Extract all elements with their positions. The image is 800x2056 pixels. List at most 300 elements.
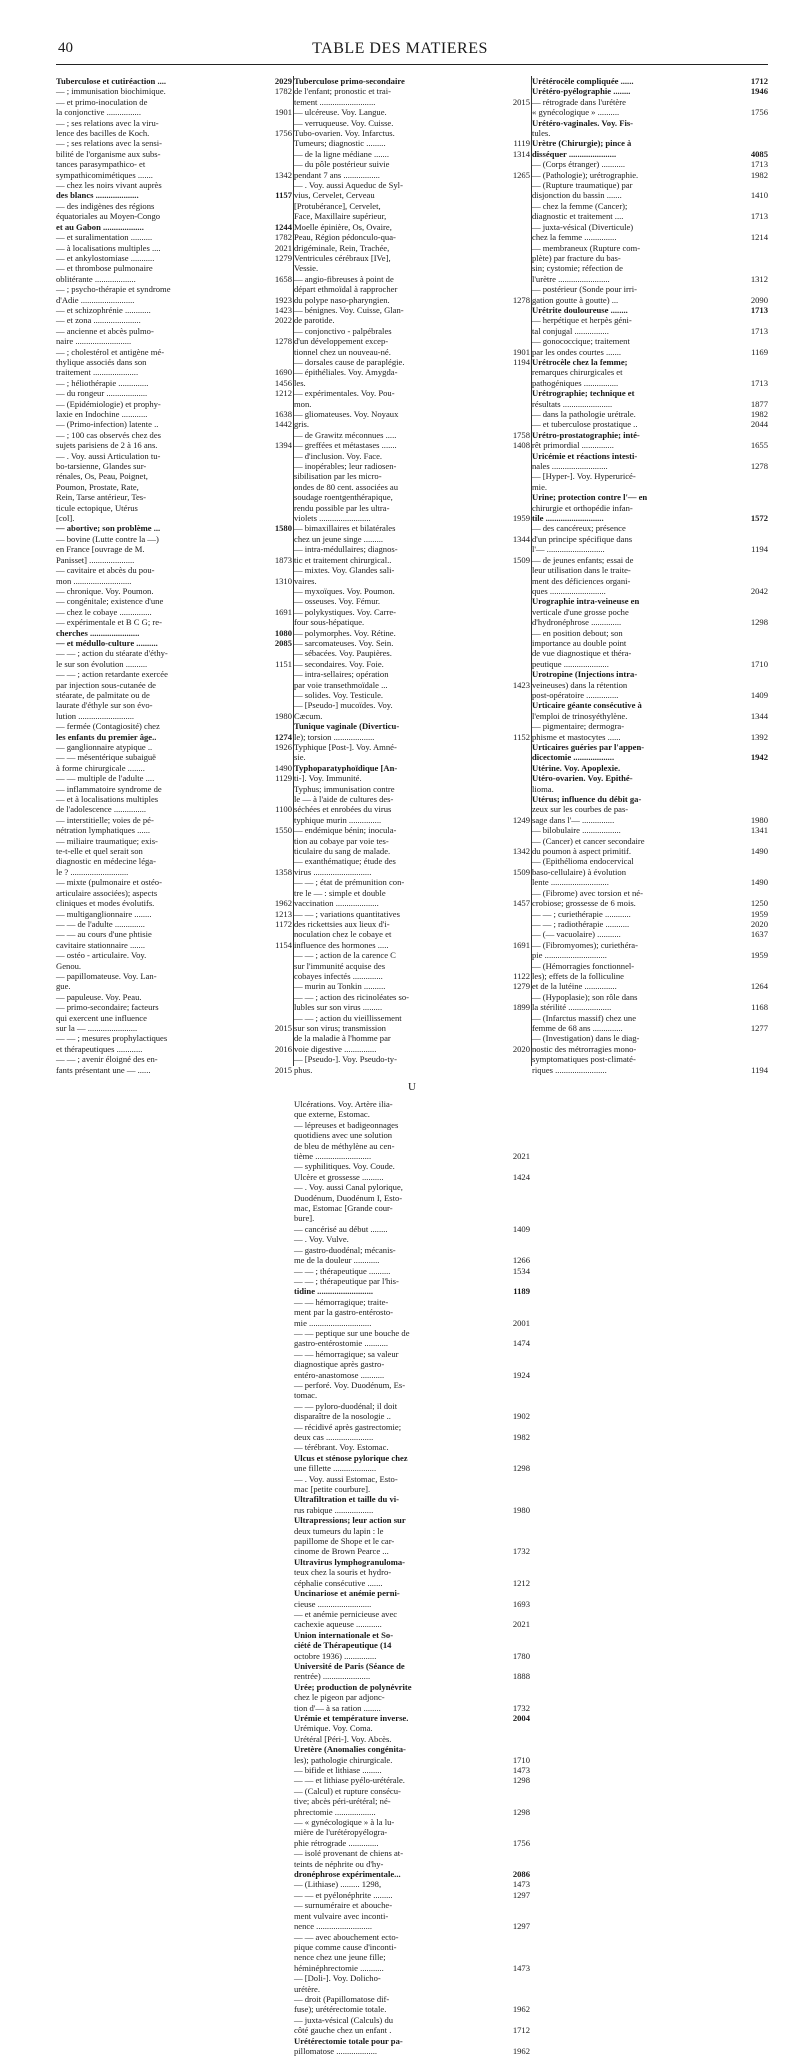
entry-text: — ; cholestérol et antigène mé-: [56, 346, 165, 357]
entry-text: Ulcus et sténose pylorique chez: [294, 1452, 408, 1463]
entry-text: ciété de Thérapeutique (14: [294, 1640, 392, 1651]
index-entry: [294, 201, 530, 211]
entry-text: sur l'immunité acquise des: [294, 960, 386, 971]
entry-page-number: 1691: [274, 606, 292, 617]
entry-text: Utérine. Voy. Apoplexie.: [532, 762, 621, 773]
index-entry: [294, 523, 530, 533]
entry-text: dronéphrose expérimentale...: [294, 1869, 401, 1880]
entry-text: — greffées et métastases .......: [294, 440, 397, 451]
entry-page-number: 2090: [750, 294, 768, 305]
index-entry: [532, 680, 768, 690]
index-entry: [294, 1827, 530, 1837]
entry-text: — sarcomateuses. Voy. Sein.: [294, 637, 394, 648]
index-entry: [294, 357, 530, 367]
index-entry: [532, 1044, 768, 1054]
entry-page-number: 2021: [512, 1619, 530, 1630]
index-entry: [294, 1692, 530, 1702]
entry-text: cachexie aqueuse ............: [294, 1619, 382, 1630]
index-entry: [294, 503, 530, 513]
entry-text: — et schizophrénie ............: [56, 304, 151, 315]
entry-page-number: 1962: [274, 898, 292, 909]
index-entry: [56, 971, 292, 981]
entry-text: voie digestive ...............: [294, 1043, 377, 1054]
index-entry: [294, 1984, 530, 1994]
entry-text: — — ; action du vieillissement: [294, 1012, 402, 1023]
index-entry: [56, 274, 292, 284]
entry-page-number: 1712: [750, 76, 768, 86]
index-entry: [294, 1921, 530, 1931]
entry-page-number: 1710: [750, 658, 768, 669]
index-entry: [294, 752, 530, 762]
entry-text: — — ; action des ricinoléates so-: [294, 991, 410, 1002]
index-entry: [56, 347, 292, 357]
index-entry: [56, 263, 292, 273]
entry-page-number: 2020: [750, 918, 768, 929]
index-entry: [532, 576, 768, 586]
entry-text: — (Hypoplasie); son rôle dans: [532, 991, 638, 1002]
entry-page-number: 1274: [274, 731, 292, 742]
entry-text: disparaître de la nosologie ..: [294, 1411, 391, 1422]
entry-text: — chez la femme (Cancer);: [532, 200, 628, 211]
entry-text: quotidiens avec une solution: [294, 1130, 393, 1141]
entry-text: — des indigènes des régions: [56, 200, 155, 211]
entry-page-number: 1442: [274, 419, 292, 430]
entry-text: ment des déficiences organi-: [532, 575, 631, 586]
entry-page-number: 1473: [512, 1765, 530, 1775]
entry-page-number: 1490: [750, 846, 768, 857]
entry-page-number: 1264: [750, 981, 768, 992]
entry-page-number: 1962: [512, 2045, 530, 2056]
entry-page-number: 1152: [513, 731, 530, 742]
index-entry: [532, 409, 768, 419]
entry-page-number: 1758: [512, 429, 530, 440]
index-entry: [294, 190, 530, 200]
index-entry: [532, 97, 768, 107]
entry-page-number: 1982: [750, 409, 768, 419]
index-entry: [294, 856, 530, 866]
entry-text: — — et lithiase pyélo-urétérale.: [294, 1775, 405, 1786]
entry-text: phie rétrograde ..............: [294, 1837, 379, 1848]
index-entry: [294, 1328, 530, 1338]
entry-text: tre le — : simple et double: [294, 887, 386, 898]
entry-text: — membraneux (Rupture com-: [532, 242, 641, 253]
entry-text: femme de 68 ans ..............: [532, 1022, 623, 1033]
entry-text: mac [petite courbure].: [294, 1484, 371, 1495]
index-entry: [56, 159, 292, 169]
entry-page-number: 2086: [512, 1869, 530, 1880]
entry-page-number: 1902: [512, 1411, 530, 1422]
entry-text: nostic des métrorragies mono-: [532, 1043, 637, 1054]
entry-text: d'hydronéphrose ..............: [532, 617, 622, 628]
entry-text: — et médullo-culture ..........: [56, 637, 158, 648]
entry-text: gastro-entérostomie ...........: [294, 1338, 389, 1349]
entry-text: post-opératoire ...............: [532, 689, 619, 700]
entry-text: des blancs ....................: [56, 190, 139, 201]
index-entry: [294, 399, 530, 409]
entry-text: nence chez une jeune fille;: [294, 1952, 386, 1963]
entry-page-number: 1980: [750, 814, 768, 825]
entry-text: articulaire associées); aspects: [56, 887, 158, 898]
entry-text: — — peptique sur une bouche de: [294, 1327, 410, 1338]
entry-text: — — de l'adulte ..............: [56, 918, 145, 929]
index-entry: [56, 732, 292, 742]
entry-text: Face, Maxillaire supérieur,: [294, 211, 387, 222]
entry-text: — — multiple de l'adulte ....: [56, 773, 155, 784]
entry-text: mon.: [294, 398, 312, 409]
entry-text: gue.: [56, 981, 71, 992]
index-entry: [294, 804, 530, 814]
entry-text: Uretère (Anomalies congénita-: [294, 1744, 406, 1755]
entry-text: — — ; action de la carence C: [294, 950, 396, 961]
entry-text: — dans la pathologie urétrale.: [532, 409, 636, 419]
entry-text: — des cancéreux; présence: [532, 523, 626, 534]
index-entry: [294, 97, 530, 107]
index-entry: [56, 690, 292, 700]
entry-text: — angio-fibreuses à point de: [294, 273, 394, 284]
entry-text: traitement .....................: [56, 367, 139, 378]
index-entry: [294, 981, 530, 991]
entry-text: drigéminale, Rein, Trachée,: [294, 242, 390, 253]
entry-text: tic et traitement chirurgical..: [294, 554, 392, 565]
index-entry: [294, 1505, 530, 1515]
index-entry: [532, 211, 768, 221]
index-entry: [294, 1879, 530, 1889]
index-entry: [532, 773, 768, 783]
index-entry: [294, 1380, 530, 1390]
index-entry: [294, 2025, 530, 2035]
entry-text: équatoriales au Moyen-Congo: [56, 211, 161, 222]
index-entry: [294, 1817, 530, 1827]
entry-text: — gliomateuses. Voy. Noyaux: [294, 409, 399, 419]
index-entry: [56, 586, 292, 596]
entry-page-number: 1266: [512, 1255, 530, 1266]
index-entry: [532, 992, 768, 1002]
entry-text: Rein, Tarse antérieur, Tes-: [56, 492, 147, 503]
entry-page-number: 1279: [512, 981, 530, 992]
entry-text: — (Infarctus massif) chez une: [532, 1012, 637, 1023]
entry-page-number: 1980: [512, 1504, 530, 1515]
entry-text: deux cas ......................: [294, 1432, 374, 1442]
entry-text: — isolé provenant de chiens at-: [294, 1848, 404, 1859]
index-entry: [294, 315, 530, 325]
entry-text: — du rongeur ...................: [56, 388, 148, 399]
entry-text: — primo-secondaire; facteurs: [56, 1002, 159, 1013]
entry-text: mon ...........................: [56, 575, 132, 586]
entry-page-number: 1756: [750, 107, 768, 118]
index-entry: [294, 690, 530, 700]
index-entry: [56, 97, 292, 107]
entry-text: — — hémorragique; traite-: [294, 1296, 389, 1307]
index-entry: [56, 253, 292, 263]
index-entry: [294, 1013, 530, 1023]
entry-text: — (Corps étranger) ...........: [532, 159, 626, 170]
entry-text: Urétrographie; technique et: [532, 388, 635, 399]
index-entry: [294, 1033, 530, 1043]
entry-text: — récidivé après gastrectomie;: [294, 1421, 402, 1432]
entry-text: — (Fibrome) avec torsion et né-: [532, 887, 643, 898]
index-entry: [532, 971, 768, 981]
index-entry: [532, 347, 768, 357]
index-entry: [532, 190, 768, 200]
index-entry: [294, 1578, 530, 1588]
index-entry: [56, 534, 292, 544]
entry-page-number: 1409: [512, 1223, 530, 1234]
entry-text: et au Gabon ...................: [56, 221, 144, 232]
index-entry: [294, 1141, 530, 1151]
entry-text: — (Pathologie); urétrographie.: [532, 169, 639, 180]
index-entry: [294, 1307, 530, 1317]
index-entry: [294, 1661, 530, 1671]
index-columns: [56, 76, 768, 2056]
entry-text: sibilisation par les micro-: [294, 471, 382, 482]
index-entry: [294, 659, 530, 669]
entry-page-number: 4085: [750, 148, 768, 159]
index-entry: [532, 784, 768, 794]
entry-page-number: 1690: [274, 367, 292, 378]
entry-text: l'urètre ........................: [532, 273, 610, 284]
entry-text: influence des hormones .....: [294, 939, 389, 950]
index-entry: [294, 815, 530, 825]
index-entry: [532, 180, 768, 190]
index-entry: [294, 867, 530, 877]
entry-page-number: 1490: [274, 762, 292, 773]
entry-text: l'emploi de trinosyéthylène.: [532, 710, 628, 721]
entry-text: tances parasympathico- et: [56, 159, 146, 170]
entry-text: Urticaire géante consécutive à: [532, 700, 642, 711]
entry-page-number: 1212: [512, 1577, 530, 1588]
entry-text: — épithéliales. Voy. Amygda-: [294, 367, 398, 378]
entry-text: — et tuberculose prostatique ..: [532, 419, 638, 430]
entry-text: d'un développement excep-: [294, 336, 389, 347]
index-entry: [294, 86, 530, 96]
entry-text: Vessie.: [294, 263, 319, 274]
entry-page-number: 1277: [750, 1022, 768, 1033]
entry-text: — lépreuses et badigeonnages: [294, 1119, 399, 1130]
entry-text: tile ...........................: [532, 513, 604, 524]
entry-text: te-t-elle et quel serait son: [56, 846, 143, 857]
entry-text: tidine ..........................: [294, 1286, 374, 1297]
index-entry: [532, 555, 768, 565]
index-entry: [532, 440, 768, 450]
index-entry: [532, 700, 768, 710]
entry-text: du polype naso-pharyngien.: [294, 294, 390, 305]
section-letter: U: [408, 1081, 416, 1093]
entry-text: symptomatiques post-climaté-: [532, 1054, 636, 1065]
index-entry: [294, 1224, 530, 1234]
entry-text: rêt primordial ...............: [532, 440, 614, 451]
entry-page-number: 1959: [750, 908, 768, 919]
index-entry: [294, 1609, 530, 1619]
index-entry: [294, 1023, 530, 1033]
entry-page-number: 1877: [750, 398, 768, 409]
index-entry: [294, 492, 530, 502]
entry-text: four sous-hépatique.: [294, 617, 365, 628]
index-entry: [56, 888, 292, 898]
entry-page-number: 1394: [274, 440, 292, 451]
entry-text: le — à l'aide de cultures des-: [294, 794, 394, 805]
entry-page-number: 2022: [274, 315, 292, 326]
entry-page-number: 1392: [750, 731, 768, 742]
entry-text: Urine; protection contre l'— en: [532, 492, 648, 503]
index-entry: [56, 461, 292, 471]
entry-text: — . Voy. aussi Articulation tu-: [56, 450, 161, 461]
index-entry: [294, 950, 530, 960]
index-entry: [294, 1109, 530, 1119]
index-entry: [56, 659, 292, 669]
index-entry: [294, 784, 530, 794]
index-entry: [532, 659, 768, 669]
index-entry: [532, 950, 768, 960]
index-entry: [56, 815, 292, 825]
entry-text: le); torsion ...................: [294, 731, 375, 742]
entry-text: — ; 100 cas observés chez des: [56, 429, 162, 440]
index-entry: [56, 1023, 292, 1033]
entry-text: — — au cours d'une phtisie: [56, 929, 152, 940]
entry-text: Urticaires guéries par l'appen-: [532, 742, 645, 752]
index-entry: [294, 367, 530, 377]
entry-text: ment vulvaire avec inconti-: [294, 1910, 389, 1921]
index-column-1: [56, 76, 292, 1075]
index-entry: [56, 825, 292, 835]
entry-text: Urémie et température inverse.: [294, 1712, 409, 1723]
index-entry: [56, 149, 292, 159]
entry-page-number: 2015: [512, 96, 530, 107]
entry-text: — miliaire traumatique; exis-: [56, 835, 158, 846]
entry-text: pie .............................: [532, 950, 607, 961]
index-entry: [56, 669, 292, 679]
index-entry: [294, 617, 530, 627]
index-entry: [294, 565, 530, 575]
entry-page-number: 1473: [512, 1879, 530, 1890]
entry-page-number: 1959: [750, 950, 768, 961]
entry-text: disséquer ......................: [532, 148, 617, 159]
entry-text: — intra-médullaires; diagnos-: [294, 544, 398, 555]
entry-page-number: 1314: [512, 148, 530, 159]
entry-text: — murin au Tonkin ..........: [294, 981, 386, 992]
entry-page-number: 1713: [750, 377, 768, 388]
entry-text: tive; abcès péri-urétéral; né-: [294, 1796, 391, 1807]
index-entry: [532, 607, 768, 617]
entry-text: — — et pyélonéphrite .........: [294, 1889, 393, 1900]
entry-page-number: 1982: [750, 169, 768, 180]
entry-text: laxie en Indochine ............: [56, 409, 148, 419]
entry-text: — [Pseudo-]. Voy. Pseudo-ty-: [294, 1054, 397, 1065]
entry-text: — mixte (pulmonaire et ostéo-: [56, 877, 162, 888]
index-entry: [56, 243, 292, 253]
index-entry: [294, 232, 530, 242]
entry-text: vius, Cervelet, Cerveau: [294, 190, 375, 201]
index-entry: [294, 1370, 530, 1380]
entry-text: — droit (Papillomatose dif-: [294, 1993, 390, 2004]
index-entry: [294, 2015, 530, 2025]
index-entry: [532, 503, 768, 513]
entry-text: — polykystiques. Voy. Carre-: [294, 606, 397, 617]
entry-text: urétère.: [294, 1983, 320, 1994]
entry-text: soudage roentgenthérapique,: [294, 492, 393, 503]
entry-text: Urétrocèle chez la femme;: [532, 356, 628, 367]
entry-text: — bénignes. Voy. Cuisse, Glan-: [294, 304, 404, 315]
entry-text: héminéphrectomie ...........: [294, 1962, 384, 1973]
entry-text: — chez les noirs vivant auprès: [56, 180, 162, 191]
entry-text: — (Rupture traumatique) par: [532, 180, 633, 191]
entry-text: Tuberculose primo-secondaire: [294, 76, 405, 86]
entry-page-number: 1342: [512, 846, 530, 857]
index-entry: [56, 1033, 292, 1043]
index-entry: [294, 1065, 530, 1075]
index-entry: [294, 1671, 530, 1681]
index-entry: [294, 76, 530, 86]
index-entry: [294, 274, 530, 284]
entry-page-number: 2004: [512, 1712, 530, 1723]
entry-text: [col].: [56, 513, 75, 524]
index-entry: [532, 86, 768, 96]
entry-text: — et suralimentation ..........: [56, 232, 153, 243]
entry-text: tième ..........................: [294, 1151, 372, 1162]
index-entry: [56, 929, 292, 939]
index-entry: [56, 617, 292, 627]
index-entry: [56, 773, 292, 783]
entry-page-number: 1962: [512, 2004, 530, 2015]
index-entry: [294, 1484, 530, 1494]
entry-page-number: 2020: [512, 1043, 530, 1054]
entry-text: — ganglionnaire atypique ..: [56, 742, 153, 752]
index-entry: [294, 1859, 530, 1869]
entry-page-number: 1457: [512, 898, 530, 909]
index-entry: [294, 929, 530, 939]
index-entry: [56, 503, 292, 513]
index-entry: [294, 2046, 530, 2056]
entry-text: peutique .....................: [532, 658, 609, 669]
index-column-2-bottom: [294, 1099, 530, 2056]
entry-text: Urée; production de polynévrite: [294, 1681, 412, 1692]
entry-text: qui exercent une influence: [56, 1012, 147, 1023]
index-entry: [532, 763, 768, 773]
entry-page-number: 1756: [274, 128, 292, 139]
index-entry: [294, 596, 530, 606]
index-entry: [532, 471, 768, 481]
entry-text: rus rabique ..................: [294, 1504, 374, 1515]
entry-page-number: 1572: [750, 513, 768, 524]
entry-text: — verruqueuse. Voy. Cuisse.: [294, 117, 394, 128]
entry-text: lence des bacilles de Koch.: [56, 128, 150, 139]
entry-text: — secondaires. Voy. Foie.: [294, 658, 384, 669]
entry-text: — sébacées. Voy. Paupières.: [294, 648, 392, 659]
entry-text: Tuberculose et cutiréaction ....: [56, 76, 167, 86]
entry-text: deux tumeurs du lapin : le: [294, 1525, 384, 1536]
index-entry: [294, 295, 530, 305]
entry-page-number: 1732: [512, 1702, 530, 1713]
entry-text: — endémique bénin; inocula-: [294, 825, 397, 836]
index-entry: [532, 388, 768, 398]
index-entry: [532, 909, 768, 919]
index-entry: [294, 971, 530, 981]
index-entry: [532, 1054, 768, 1064]
entry-text: Ultrafiltration et taille du vi-: [294, 1494, 400, 1505]
entry-text: chez le pigeon par adjonc-: [294, 1692, 385, 1703]
entry-text: — papillomateuse. Voy. Lan-: [56, 970, 157, 981]
entry-text: — (Investigation) dans le diag-: [532, 1033, 640, 1044]
page-header: [0, 0, 800, 64]
index-entry: [532, 638, 768, 648]
entry-page-number: 2044: [750, 419, 768, 430]
entry-page-number: 1926: [274, 742, 292, 752]
index-entry: [294, 732, 530, 742]
entry-text: — (Epithélioma endocervical: [532, 856, 634, 867]
index-entry: [294, 1044, 530, 1054]
entry-text: — . Voy. aussi Canal pylorique,: [294, 1182, 403, 1193]
entry-text: disjonction du bassin .......: [532, 190, 622, 201]
index-entry: [532, 461, 768, 471]
